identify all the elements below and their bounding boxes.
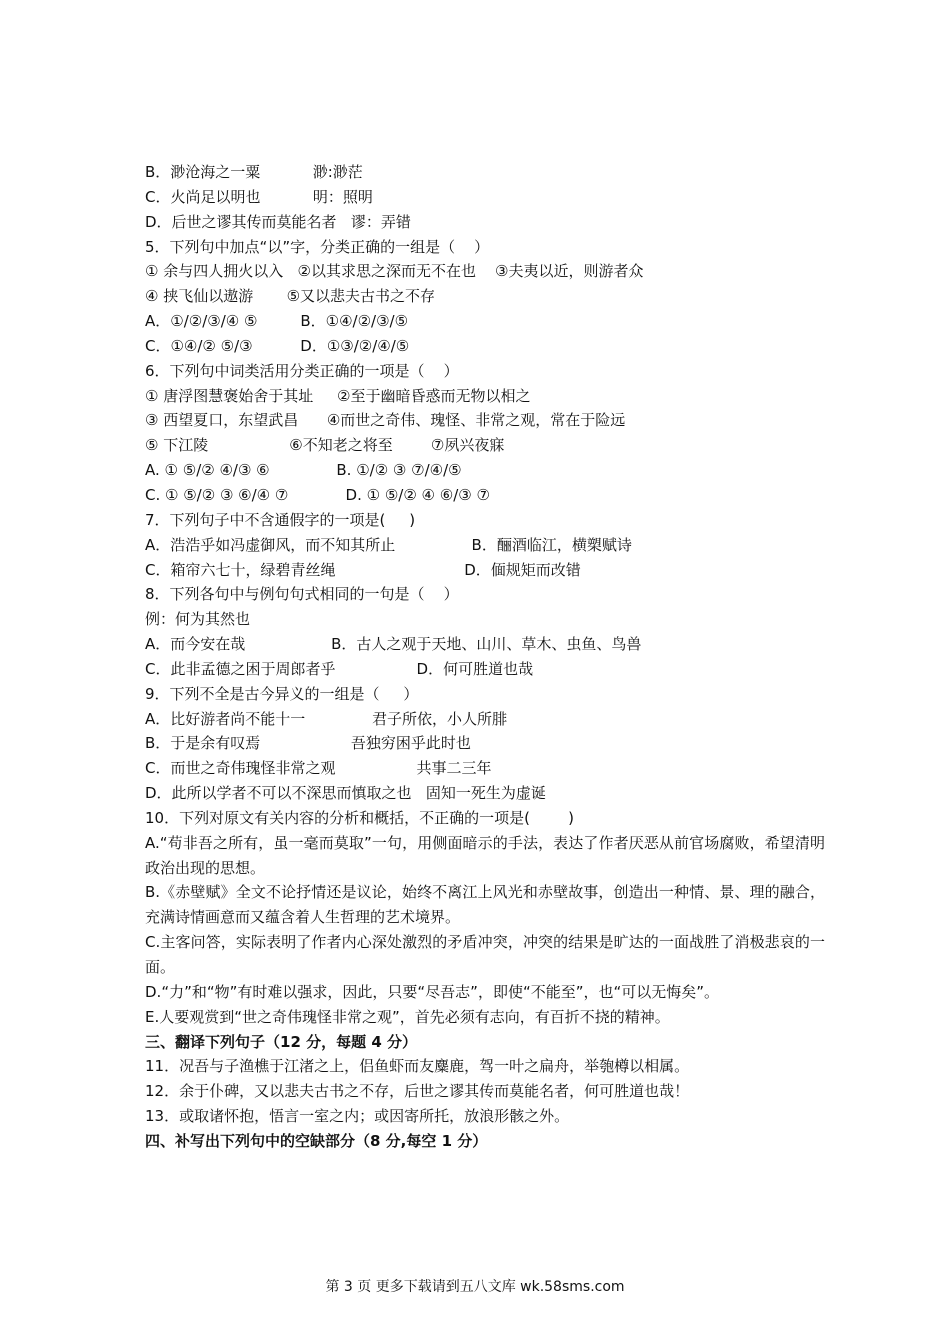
q6-options-cd: C. ① ⑤/② ③ ⑥/④ ⑦ D. ① ⑤/② ④ ⑥/③ ⑦ [145,485,490,504]
q6-items-row3: ⑤ 下江陵 ⑥不知老之将至 ⑦夙兴夜寐 [145,436,505,455]
q6-items-row2: ③ 西望夏口，东望武昌 ④而世之奇伟、瑰怪、非常之观，常在于险远 [145,411,626,430]
question-7: 7．下列句子中不含通假字的一项是( ) [145,510,416,529]
q7-options-ab: A．浩浩乎如冯虚御风，而不知其所止 B．酾酒临江，横槊赋诗 [145,535,632,554]
question-11: 11．况吾与子渔樵于江渚之上，侣鱼虾而友麋鹿，驾一叶之扁舟，举匏樽以相属。 [145,1057,690,1076]
q5-options-cd: C．①④/② ⑤/③ D．①③/②/④/⑤ [145,336,410,355]
q8-options-ab: A．而今安在哉 B．古人之观于天地、山川、草木、虫鱼、鸟兽 [145,635,642,654]
q10-option-b: B.《赤壁赋》全文不论抒情还是议论，始终不离江上风光和赤壁故事，创造出一种情、景、理的融合，充满诗情画意而又蕴含着人生哲理的艺术境界。 [145,883,825,927]
q7-options-cd: C．箱帘六七十，绿碧青丝绳 D．偭规矩而改错 [145,560,581,579]
question-6: 6．下列句中词类活用分类正确的一项是（ ） [145,361,459,380]
q8-example: 例：何为其然也 [145,610,251,629]
question-8: 8．下列各句中与例句句式相同的一句是（ ） [145,585,459,604]
q5-options-ab: A．①/②/③/④ ⑤ B．①④/②/③/⑤ [145,312,409,331]
question-9: 9．下列不全是古今异义的一组是（ ） [145,684,419,703]
q10-option-c: C.主客问答，实际表明了作者内心深处激烈的矛盾冲突，冲突的结果是旷达的一面战胜了消极悲哀的一面。 [145,933,825,976]
q10-option-e: E.人要观赏到“世之奇伟瑰怪非常之观”，首先必须有志向，有百折不挠的精神。 [145,1007,670,1026]
q5-items-row1: ① 余与四人拥火以入 ②以其求思之深而无不在也 ③夫夷以近，则游者众 [145,262,644,281]
q6-options-ab: A. ① ⑤/② ④/③ ⑥ B. ①/② ③ ⑦/④/⑤ [145,461,462,480]
q10-option-a: A.“苟非吾之所有，虽一毫而莫取”一句，用侧面暗示的手法，表达了作者厌恶从前官场腐败，希望清明政治出现的思想。 [145,833,825,877]
q9-option-d: D．此所以学者不可以不深思而慎取之也 固知一死生为虚诞 [145,784,546,803]
q8-options-cd: C．此非孟德之困于周郎者乎 D．何可胜道也哉 [145,659,534,678]
q10-option-d: D.“力”和“物”有时难以强求，因此，只要“尽吾志”，即使“不能至”，也“可以无悔矣”。 [145,982,720,1001]
q5-items-row2: ④ 挟飞仙以遨游 ⑤又以悲夫古书之不存 [145,287,436,306]
option-b-q4: B．渺沧海之一粟 渺:渺茫 [145,163,363,181]
page-footer: 第 3 页 更多下载请到五八文库 wk.58sms.com [325,1279,625,1295]
question-5: 5．下列句中加点“以”字，分类正确的一组是（ ） [145,237,490,256]
option-c-q4: C．火尚足以明也 明：照明 [145,187,373,206]
section-3-heading: 三、翻译下列句子（12 分，每题 4 分） [145,1032,417,1051]
question-10: 10．下列对原文有关内容的分析和概括，不正确的一项是( ) [145,808,574,827]
question-12: 12．余于仆碑，又以悲夫古书之不存，后世之谬其传而莫能名者，何可胜道也哉！ [145,1082,690,1101]
q9-option-b: B．于是余有叹焉 吾独穷困乎此时也 [145,734,471,753]
q9-option-c: C．而世之奇伟瑰怪非常之观 共事二三年 [145,759,492,778]
section-4-heading: 四、补写出下列句中的空缺部分（8 分,每空 1 分） [145,1131,488,1150]
q9-option-a: A．比好游者尚不能十一 君子所依，小人所腓 [145,709,508,728]
option-d-q4: D．后世之谬其传而莫能名者 谬：弄错 [145,212,411,231]
question-13: 13．或取诸怀抱，悟言一室之内；或因寄所托，放浪形骸之外。 [145,1107,570,1126]
q6-items-row1: ① 唐浮图慧褒始舍于其址 ②至于幽暗昏惑而无物以相之 [145,386,531,405]
document-body [145,160,845,1154]
